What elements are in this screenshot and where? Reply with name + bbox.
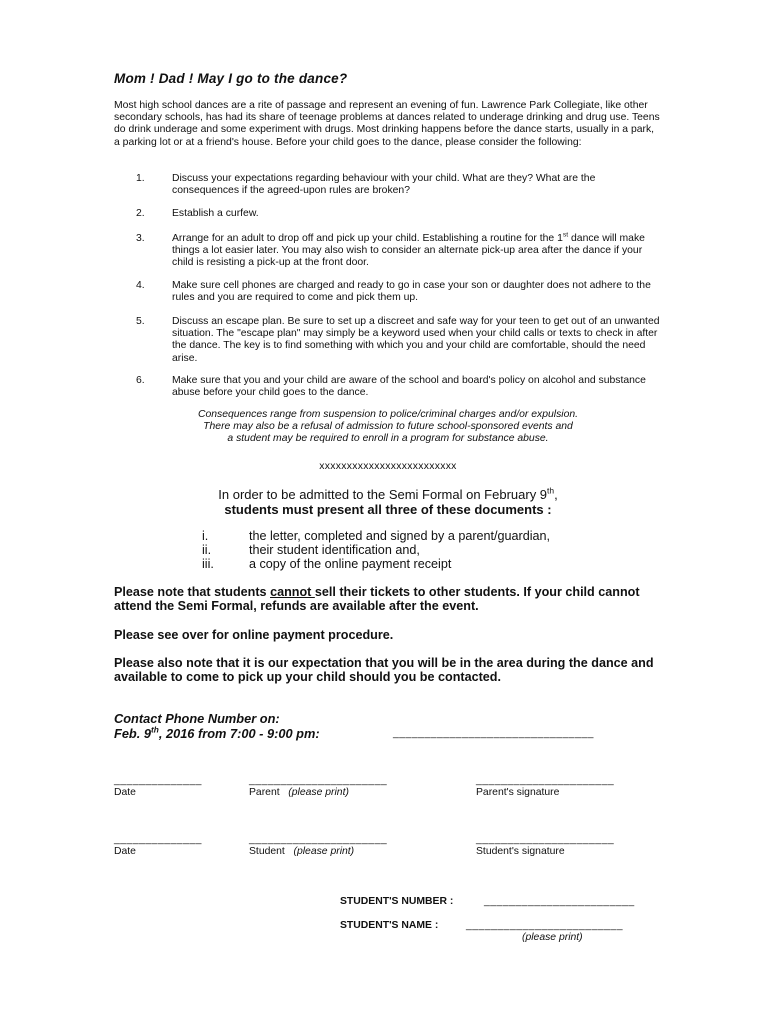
list-item-text: Make sure that you and your child are aware of the school and board's policy on alcohol and substance abuse before your child goes to the dance. [172,375,646,399]
document-title: Mom ! Dad ! May I go to the dance? [114,71,348,86]
student-signature-label: Student's signature [476,846,565,857]
contact-phone-field[interactable]: ________________________________ [393,728,594,739]
document-text: their student identification and, [249,542,420,557]
list-item-text [172,233,660,270]
list-item-text-part: Arrange for an adult to drop off and pick up your child. Establishing a routine for the 1 [172,233,563,244]
parent-signature-label: Parent's signature [476,787,560,798]
contact-time: , 2016 from 7:00 - 9:00 pm: [158,726,320,741]
list-item-number: 2. [136,208,145,219]
admission-text: In order to be admitted to the Semi Formal on February 9 [218,487,548,502]
student-print-hint: (please print) [293,846,355,857]
parent-signature-field[interactable]: ______________________ [476,775,615,786]
list-item-text: Discuss an escape plan. Be sure to set up a discreet and safe way for your teen to get out of an unwanted situation. The "escape plan" may simply be a keyword used when your child calls or texts to check in after the dance. The key is to find something with which you and your child are comfortable, should the need arise. [172,316,660,364]
list-item-number: 1. [136,173,145,184]
ticket-note [114,585,674,614]
student-name-print-hint: (please print) [522,932,583,943]
date-field[interactable]: ______________ [114,834,202,845]
ticket-note-text: Please note that students [114,585,271,599]
student-number-field[interactable]: ________________________ [484,896,635,907]
list-item-number: 4. [136,280,145,291]
date-label: Date [114,846,136,857]
consequences-line: a student may be required to enroll in a program for substance abuse. [227,433,549,445]
document-number: ii. [202,542,212,557]
contact-heading [114,711,320,741]
document-text: a copy of the online payment receipt [249,556,452,571]
ordinal-suffix: st [562,231,569,239]
student-name-print-field[interactable]: _________________________ [466,920,623,931]
list-item-number: 5. [136,316,145,327]
admission-requirement: students must present all three of these documents : [224,502,552,517]
document-number: i. [202,529,209,543]
ticket-note-emphasis: cannot [270,585,315,599]
date-label: Date [114,787,136,798]
parent-print-hint: (please print) [288,787,349,798]
separator-line: xxxxxxxxxxxxxxxxxxxxxxxxx [319,461,457,472]
document-item [190,530,650,544]
intro-text: Most high school dances are a rite of passage and represent an evening of fun. Lawrence Park Collegiate, like other secondary schools, has had its share of teenage problems at dances related to underage drinking and drug use. Teens do drink underage and some experiment with drugs. Most drinking happens before the dance starts, usually in a park, a parking lot or at a friend's house. Before your child goes to the dance, please consider the following: [114,100,660,148]
consequences-note [114,409,662,446]
payment-note: Please see over for online payment procedure. [114,628,394,642]
student-number-label: STUDENT'S NUMBER : [340,896,454,907]
ordinal-suffix: th [547,485,555,496]
contact-date: Feb. 9 [114,726,151,741]
expectation-note: Please also note that it is our expectation that you will be in the area during the dance and available to come to pick up your child should you be contacted. [114,656,654,685]
admission-line [114,487,662,502]
date-field[interactable]: ______________ [114,775,202,786]
student-signature-field[interactable]: ______________________ [476,834,615,845]
student-label [249,846,354,857]
list-item-text: Discuss your expectations regarding behaviour with your child. What are they? What are the consequences if the agreed-upon rules are broken? [172,173,596,197]
list-item-number: 3. [136,233,145,244]
consequences-line: There may also be a refusal of admission to future school-sponsored events and [203,421,573,433]
contact-line: Contact Phone Number on: [114,711,280,726]
student-name-label: STUDENT'S NAME : [340,920,439,931]
admission-notice [114,487,662,517]
ordinal-suffix: th [150,724,159,735]
student-name-field[interactable]: ______________________ [249,834,388,845]
list-item-number: 6. [136,375,145,386]
parent-name-field[interactable]: ______________________ [249,775,388,786]
list-item-text-part: dance will make things a lot easier later. You may also wish to consider an alternate pick-up area after the dance if your child is resisting a pick-up at the front door. [172,233,645,269]
parent-label [249,787,349,798]
document-item [190,544,650,558]
document-item [190,558,650,572]
document-text: the letter, completed and signed by a parent/guardian, [249,529,551,543]
student-label-text: Student [249,846,285,857]
document-number: iii. [202,556,214,571]
list-item-text: Make sure cell phones are charged and ready to go in case your son or daughter does not adhere to the rules and you are required to come and pick them up. [172,280,651,304]
required-documents-list [190,530,650,571]
list-item-text: Establish a curfew. [172,208,259,219]
contact-line [114,726,320,741]
admission-text: , [554,487,558,502]
ticket-note-text: sell their tickets to other students. If your child cannot attend the Semi Formal, refunds are available after the event. [114,585,640,614]
parent-label-text: Parent [249,787,280,798]
consequences-line: Consequences range from suspension to police/criminal charges and/or expulsion. [197,409,579,420]
intro-paragraph [114,100,662,149]
